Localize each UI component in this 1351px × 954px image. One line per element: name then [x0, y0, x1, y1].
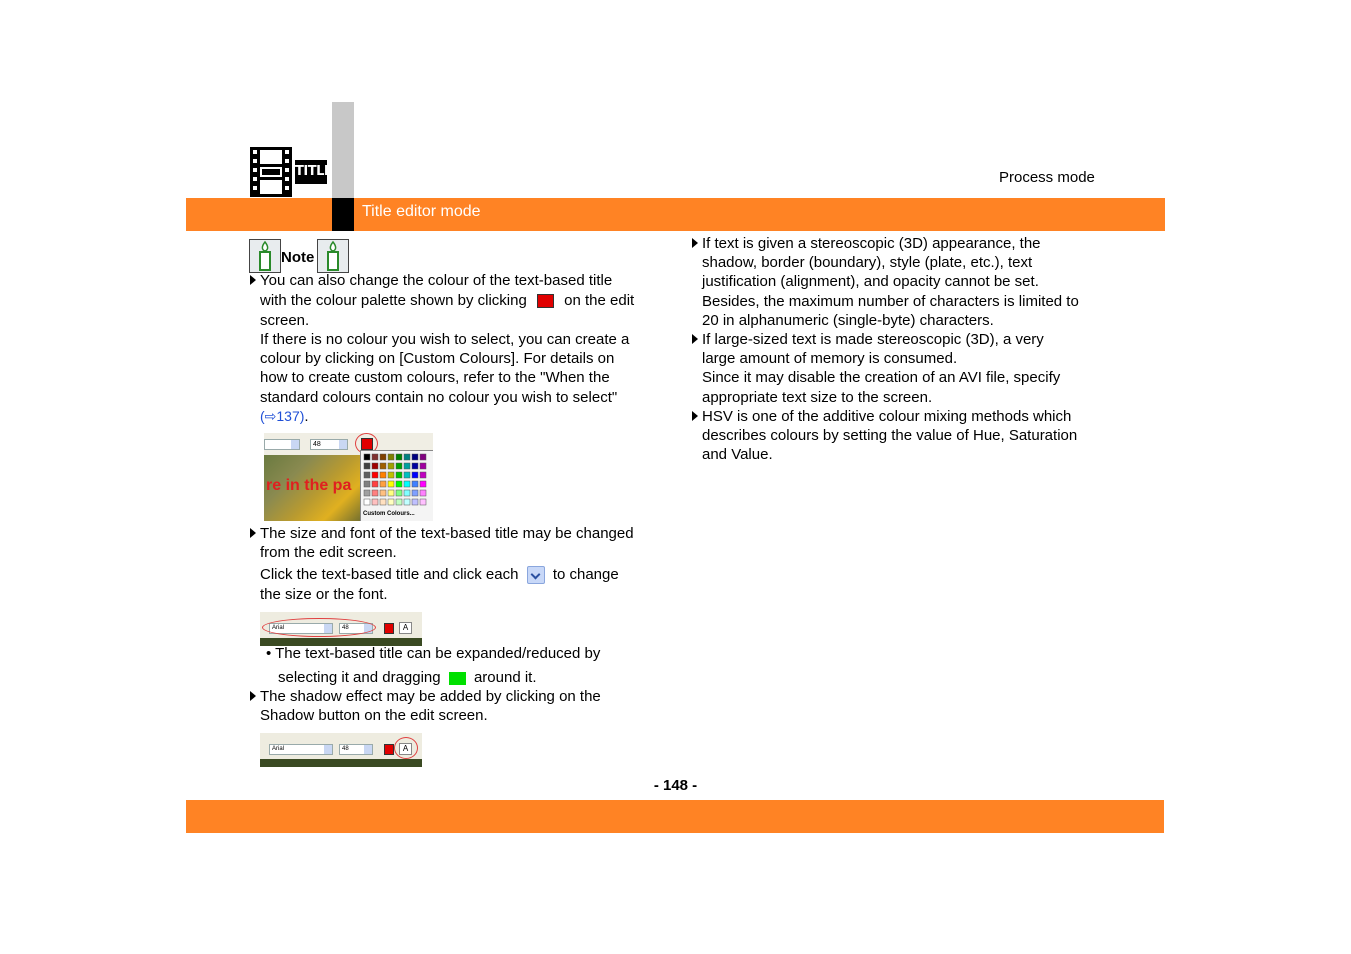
text-fragment: to change: [552, 566, 619, 583]
overlay-title-text: re in the pa: [266, 477, 352, 494]
dropdown-arrow-icon: [527, 566, 545, 584]
text-line: colour by clicking on [Custom Colours]. For details on: [260, 350, 615, 367]
text-line: large amount of memory is consumed.: [702, 350, 958, 367]
custom-colours-label: Custom Colours...: [363, 511, 415, 517]
text-line: standard colours contain no colour you wish to select": [260, 389, 618, 406]
colour-button: [384, 744, 394, 755]
bullet-arrow-icon: [250, 528, 256, 538]
note-candle-icon: [317, 239, 349, 273]
text-line: justification (alignment), and opacity cannot be set.: [702, 273, 1039, 290]
font-value: Arial: [272, 625, 285, 631]
text-line: Since it may disable the creation of an AVI file, specify: [702, 369, 1061, 386]
page-number: - 148 -: [653, 777, 698, 794]
text-line: HSV is one of the additive colour mixing methods which: [702, 408, 1072, 425]
page-reference-link[interactable]: (⇨137): [260, 408, 305, 424]
text-line: Shadow button on the edit screen.: [260, 707, 488, 724]
text-line: shadow, border (boundary), style (plate, etc.), text: [702, 254, 1033, 271]
text-line: [260, 565, 619, 584]
font-value: Arial: [272, 746, 285, 752]
size-value: 48: [313, 441, 321, 448]
colour-palette-button-icon: [537, 294, 554, 308]
colour-button: [384, 623, 394, 634]
bullet-arrow-icon: [692, 238, 698, 248]
note-label: Note: [281, 249, 315, 266]
photo-strip: [260, 759, 422, 767]
text-line: Besides, the maximum number of characters is limited to: [702, 293, 1079, 310]
size-combo: [310, 439, 348, 450]
highlight-oval: [262, 618, 376, 637]
text-line: how to create custom colours, refer to the "When the: [260, 369, 610, 386]
size-value: 48: [342, 746, 349, 752]
process-mode-label: Process mode: [999, 169, 1095, 186]
palette-popup: [360, 450, 433, 521]
text-fragment: around it.: [473, 669, 537, 686]
text-fragment: Click the text-based title and click each: [260, 566, 519, 583]
text-line: You can also change the colour of the text-based title: [260, 272, 613, 289]
text-line: If there is no colour you wish to select, you can create a: [260, 331, 630, 348]
text-line: [260, 407, 309, 426]
header-gray-tab: [332, 102, 354, 198]
text-fragment: .: [304, 408, 309, 425]
toolbar-screenshot-shadow: [260, 733, 422, 767]
text-line: from the edit screen.: [260, 544, 397, 561]
text-line: 20 in alphanumeric (single-byte) characters.: [702, 312, 994, 329]
shadow-button-icon: A: [399, 743, 412, 755]
font-combo: [264, 439, 300, 450]
font-combo: [269, 744, 333, 755]
colour-palette-screenshot: [264, 433, 433, 521]
text-fragment: with the colour palette shown by clicking: [260, 292, 527, 309]
section-title: Title editor mode: [362, 203, 481, 220]
bullet-arrow-icon: [692, 411, 698, 421]
bullet-arrow-icon: [250, 691, 256, 701]
bullet-arrow-icon: [250, 275, 256, 285]
text-line: If large-sized text is made stereoscopic (3D), a very: [702, 331, 1044, 348]
header-black-tab: [332, 198, 354, 231]
bullet-arrow-icon: [692, 334, 698, 344]
shadow-button-icon: A: [399, 622, 412, 634]
text-line: The shadow effect may be added by clicking on the: [260, 688, 601, 705]
highlight-circle: [394, 737, 418, 759]
text-line: the size or the font.: [260, 586, 388, 603]
title-icon: TITLE: [295, 160, 327, 184]
text-line: screen.: [260, 312, 310, 329]
film-strip-icon: [250, 147, 292, 197]
text-fragment: on the edit: [564, 292, 635, 309]
resize-handle-icon: [449, 672, 466, 685]
size-value: 48: [342, 625, 349, 631]
text-line: appropriate text size to the screen.: [702, 389, 933, 406]
text-fragment: selecting it and dragging: [278, 669, 441, 686]
text-line: describes colours by setting the value of Hue, Saturation: [702, 427, 1078, 444]
text-line: [260, 291, 634, 310]
footer-bar: [186, 800, 1164, 833]
toolbar-screenshot-dropdowns: [260, 612, 422, 646]
text-line: The size and font of the text-based title may be changed: [260, 525, 634, 542]
text-line: and Value.: [702, 446, 773, 463]
text-line: • The text-based title can be expanded/reduced by: [266, 645, 601, 662]
text-line: If text is given a stereoscopic (3D) appearance, the: [702, 235, 1041, 252]
note-candle-icon: [249, 239, 281, 273]
text-line: [278, 668, 537, 687]
size-combo: [339, 744, 373, 755]
